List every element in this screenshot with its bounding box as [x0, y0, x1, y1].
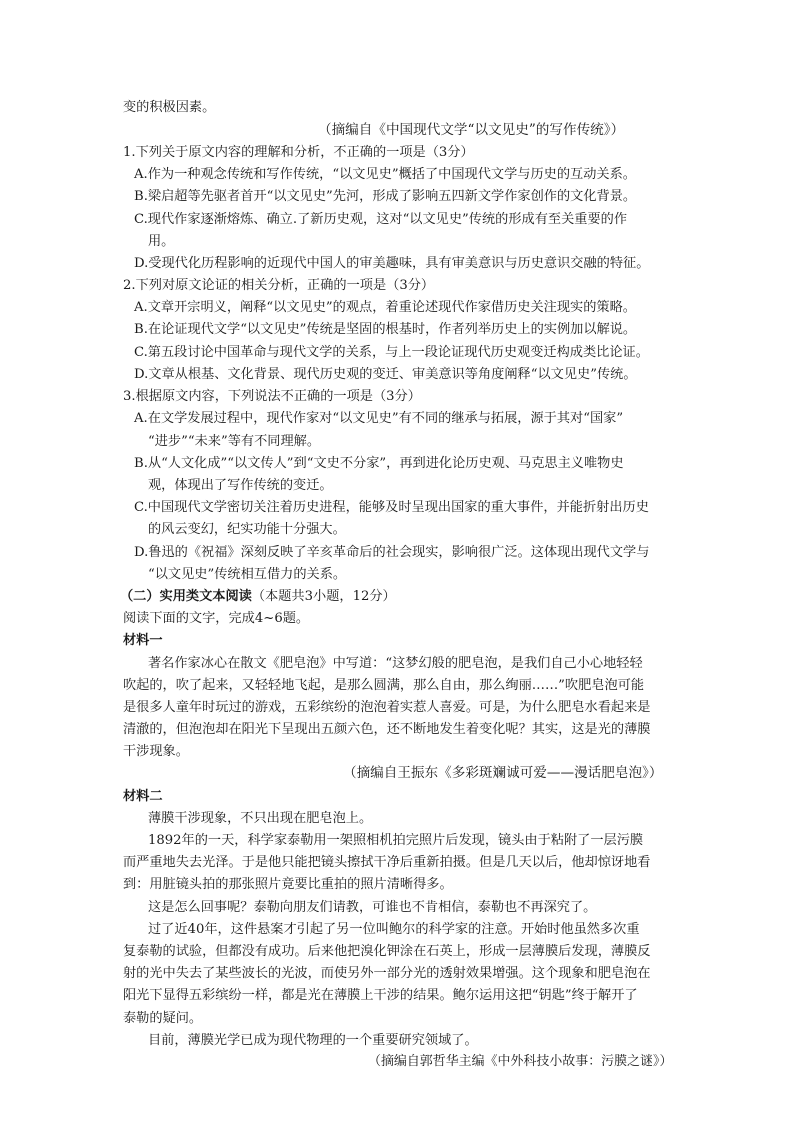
- q3-option-a-cont: “进步”“未来”等有不同理解。: [148, 434, 321, 449]
- question-3-stem: 3.根据原文内容，下列说法不正确的一项是（3分）: [123, 389, 421, 404]
- q2-option-b: B.在论证现代文学“以文见史”传统是坚固的根基时，作者列举历史上的实例加以解说。: [134, 322, 637, 337]
- q3-option-c-cont: 的风云变幻，纪实功能十分强大。: [148, 522, 346, 537]
- material-2-source: （摘编自郭哲华主编《中外科技小故事：污膜之谜》）: [368, 1054, 673, 1069]
- q1-option-c-cont: 用。: [148, 234, 175, 249]
- material-2-line-1: 薄膜干涉现象，不只出现在肥皂泡上。: [148, 811, 373, 826]
- material-2-line-10: 泰勒的疑问。: [123, 1011, 203, 1026]
- q2-option-d: D.文章从根基、文化背景、现代历史观的变迁、审美意识等角度阐释“以文见史”传统。: [134, 367, 637, 382]
- section-2-heading-title: （二）实用类文本阅读: [120, 589, 252, 604]
- intro-source: （摘编自《中国现代文学“以文见史”的写作传统》）: [318, 122, 625, 138]
- q3-option-d-cont: “以文见史”传统相互借力的关系。: [148, 567, 347, 582]
- material-2-line-9: 阳光下显得五彩缤纷一样，都是光在薄膜上干涉的结果。鲍尔运用这把“钥匙”终于解开了: [123, 988, 638, 1003]
- intro-tail: 变的积极因素。: [123, 100, 216, 115]
- q3-option-a: A.在文学发展过程中，现代作家对“以文见史”有不同的继承与拓展，源于其对“国家”: [134, 411, 624, 426]
- material-2-line-2: 1892年的一天，科学家泰勒用一架照相机拍完照片后发现，镜头由于粘附了一层污膜: [148, 833, 644, 848]
- q3-option-b-cont: 观，体现出了写作传统的变迁。: [148, 478, 333, 493]
- question-2-stem: 2.下列对原文论证的相关分析，正确的一项是（3分）: [123, 278, 435, 293]
- material-1-line-3: 是很多人童年时玩过的游戏，五彩缤纷的泡泡着实惹人喜爱。可是，为什么肥皂水看起来是: [123, 700, 651, 715]
- material-1-line-2: 吹起的，吹了起来，又轻轻地飞起，是那么圆满，那么自由，那么绚丽……”吹肥皂泡可能: [123, 678, 645, 693]
- section-2-heading: [120, 590, 396, 603]
- material-2-line-5: 这是怎么回事呢？泰勒向朋友们请教，可谁也不肯相信，泰勒也不再深究了。: [148, 900, 597, 915]
- material-2-line-7: 复泰勒的试验，但都没有成功。后来他把溴化钾涂在石英上，形成一层薄膜后发现，薄膜反: [123, 944, 651, 959]
- material-2-line-4: 到：用脏镜头拍的那张照片竟要比重拍的照片清晰得多。: [123, 877, 453, 892]
- material-1-line-4: 清澈的，但泡泡却在阳光下呈现出五颜六色，还不断地发生着变化呢？其实，这是光的薄膜: [123, 722, 651, 737]
- material-2-title: 材料二: [123, 789, 163, 804]
- material-2-line-3: 而严重地失去光泽。于是他只能把镜头擦拭干净后重新拍摄。但是几天以后，他却惊讶地看: [123, 855, 651, 870]
- material-1-line-5: 干涉现象。: [123, 744, 189, 759]
- q3-option-c: C.中国现代文学密切关注着历史进程，能够及时呈现出国家的重大事件，并能折射出历史: [134, 500, 649, 515]
- q2-option-a: A.文章开宗明义，阐释“以文见史”的观点，着重论述现代作家借历史关注现实的策略。: [134, 300, 636, 315]
- material-2-line-8: 射的光中失去了某些波长的光波，而使另外一部分光的透射效果增强。这个现象和肥皂泡在: [123, 966, 651, 981]
- section-2-instruction: 阅读下面的文字，完成4~6题。: [123, 611, 310, 626]
- material-2-line-11: 目前，薄膜光学已成为现代物理的一个重要研究领域了。: [148, 1033, 478, 1048]
- q1-option-b: B.梁启超等先驱者首开“以文见史”先河，形成了影响五四新文学作家创作的文化背景。: [134, 189, 637, 204]
- q3-option-b: B.从“人文化成”“以文传人”到“文史不分家”，再到进化论历史观、马克思主义唯物史: [134, 456, 624, 471]
- q1-option-c: C.现代作家逐渐熔炼、确立.了新历史观，这对“以文见史”传统的形成有至关重要的作: [134, 212, 628, 227]
- q1-option-a: A.作为一种观念传统和写作传统，“以文见史”概括了中国现代文学与历史的互动关系。: [134, 167, 636, 182]
- q1-option-d: D.受现代化历程影响的近现代中国人的审美趣味，具有审美意识与历史意识交融的特征。: [134, 256, 650, 271]
- section-2-heading-note: （本题共3小题，12分）: [251, 589, 396, 604]
- question-1-stem: 1.下列关于原文内容的理解和分析，不正确的一项是（3分）: [123, 145, 474, 160]
- material-1-line-1: 著名作家冰心在散文《肥皂泡》中写道：“这梦幻般的肥皂泡，是我们自己小心地轻轻: [148, 656, 643, 671]
- material-1-title: 材料一: [123, 633, 163, 648]
- material-2-line-6: 过了近40年，这件悬案才引起了另一位叫鲍尔的科学家的注意。开始时他虽然多次重: [148, 922, 640, 937]
- q3-option-d: D.鲁迅的《祝福》深刻反映了辛亥革命后的社会现实，影响很广泛。这体现出现代文学与: [134, 545, 650, 560]
- material-1-source: （摘编自王振东《多彩斑斓诚可爱——漫话肥皂泡》）: [343, 765, 663, 781]
- q2-option-c: C.第五段讨论中国革命与现代文学的关系，与上一段论证现代历史观变迁构成类比论证。: [134, 345, 649, 360]
